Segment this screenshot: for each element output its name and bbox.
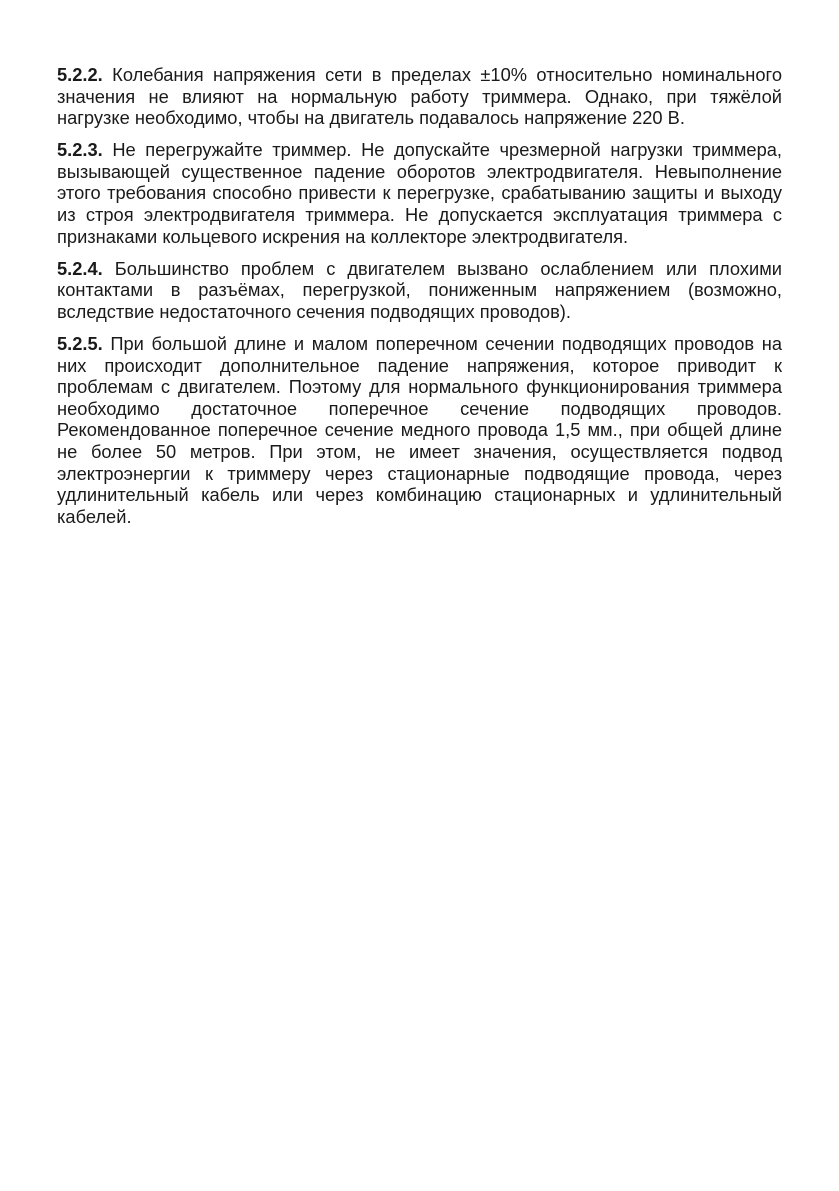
- section-number: 5.2.2.: [57, 64, 103, 85]
- section-text: При большой длине и малом поперечном сечении подводящих проводов на них происходит дополнительное падение напряжения, которое приводит к проблемам с двигателем. Поэтому для нормального функционирования триммера необходимо достаточное поперечное сечение подводящих проводов. Рекомендованное поперечное сечение медного провода 1,5 мм., при общей длине не более 50 метров. При этом, не имеет значения, осуществляется подвод электроэнергии к триммеру через стационарные подводящие провода, через удлинительный кабель или через комбинацию стационарных и удлинительный кабелей.: [57, 333, 782, 527]
- section-text: Колебания напряжения сети в пределах ±10% относительно номинального значения не влияют на нормальную работу триммера. Однако, при тяжёлой нагрузке необходимо, чтобы на двигатель подавалось напряжение 220 В.: [57, 64, 782, 129]
- section-5-2-3: [57, 139, 782, 247]
- section-5-2-5: [57, 333, 782, 527]
- section-text: Не перегружайте триммер. Не допускайте чрезмерной нагрузки триммера, вызывающей существенное падение оборотов электродвигателя. Невыполнение этого требования способно привести к перегрузке, срабатыванию защиты и выходу из строя электродвигателя триммера. Не допускается эксплуатация триммера с признаками кольцевого искрения на коллекторе электродвигателя.: [57, 139, 782, 247]
- section-text: Большинство проблем с двигателем вызвано ослаблением или плохими контактами в разъёмах, перегрузкой, пониженным напряжением (возможно, вследствие недостаточного сечения подводящих проводов).: [57, 257, 782, 322]
- section-number: 5.2.3.: [57, 139, 103, 161]
- document-page: [57, 64, 782, 538]
- section-number: 5.2.4.: [57, 257, 103, 279]
- section-number: 5.2.5.: [57, 333, 103, 355]
- section-5-2-2: [57, 64, 782, 129]
- section-5-2-4: [57, 258, 782, 323]
